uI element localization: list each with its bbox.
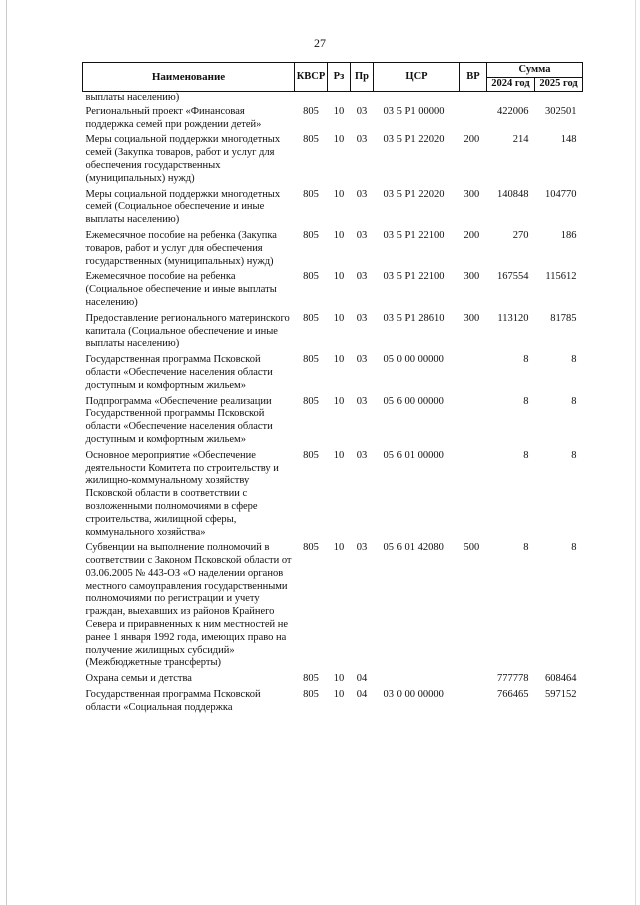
table-row — [83, 92, 583, 106]
row-pr-cell: 04 — [356, 689, 368, 701]
row-2024-cell: 777778 — [497, 673, 529, 685]
header-kvsr: КВСР — [295, 63, 328, 92]
row-kvsr-cell: 805 — [303, 542, 319, 554]
row-2025-cell: 81785 — [550, 312, 577, 324]
row-vr-cell: 200 — [463, 134, 480, 146]
table-row — [83, 542, 583, 673]
table-row — [83, 673, 583, 689]
header-year-2024: 2024 год — [487, 78, 535, 92]
row-kvsr-cell: 805 — [303, 354, 319, 366]
row-vr-cell — [460, 689, 487, 716]
row-name-cell: Государственная программа Псковской области «Обеспечение населения области доступным и комфортным жильем» — [85, 354, 273, 391]
row-name-cell: Меры социальной поддержки многодетных семей (Закупка товаров, работ и услуг для обеспечения государственных (муниципальных) нужд) — [85, 134, 281, 184]
row-vr-cell: 300 — [463, 312, 480, 324]
row-2025-cell: 104770 — [545, 188, 577, 200]
table-row — [83, 689, 583, 716]
row-pr-cell: 03 — [356, 354, 368, 366]
header-csr: ЦСР — [374, 63, 460, 92]
row-name-cell: Подпрограмма «Обеспечение реализации Государственной программы Псковской области «Обеспечение населения области доступным и комфортным жильем» — [85, 395, 273, 445]
row-2025-cell: 302501 — [545, 105, 577, 117]
header-year-2025: 2025 год — [535, 78, 583, 92]
row-kvsr-cell: 805 — [303, 105, 319, 117]
row-rz-cell: 10 — [333, 188, 345, 200]
row-2024-cell: 167554 — [497, 271, 529, 283]
row-vr-cell — [460, 354, 487, 395]
row-pr-cell: 03 — [356, 449, 368, 461]
row-2024-cell — [487, 92, 535, 106]
table-row — [83, 396, 583, 450]
row-kvsr-cell: 805 — [303, 229, 319, 241]
table-row — [83, 230, 583, 271]
row-name-cell: Основное мероприятие «Обеспечение деятельности Комитета по строительству и жилищно-коммунальному хозяйству Псковской области в соответствии с возложенными полномочиями в сфере строительства, жилищной сферы, коммунального хозяйства» — [85, 449, 279, 538]
row-2025-cell — [535, 92, 583, 106]
row-2025-cell: 597152 — [545, 689, 577, 701]
row-2024-cell: 8 — [523, 395, 529, 407]
row-2024-cell: 140848 — [497, 188, 529, 200]
row-pr-cell: 03 — [356, 395, 368, 407]
scan-edge-right — [635, 0, 636, 905]
row-pr-cell: 03 — [356, 542, 368, 554]
row-csr-cell: 03 5 Р1 28610 — [383, 312, 445, 324]
row-pr-cell: 03 — [356, 105, 368, 117]
row-name-cell: Меры социальной поддержки многодетных семей (Социальное обеспечение и иные выплаты населению) — [85, 188, 281, 226]
row-pr-cell: 03 — [356, 134, 368, 146]
row-name-cell: Ежемесячное пособие на ребенка (Социальное обеспечение и иные выплаты населению) — [85, 271, 277, 308]
row-2024-cell: 766465 — [497, 689, 529, 701]
row-csr-cell: 05 6 01 00000 — [383, 449, 444, 461]
row-kvsr-cell: 805 — [303, 312, 319, 324]
row-vr-cell: 500 — [463, 542, 480, 554]
row-rz-cell: 10 — [333, 542, 345, 554]
row-pr-cell: 04 — [356, 673, 368, 685]
row-2024-cell: 214 — [512, 134, 529, 146]
row-name-cell: Субвенции на выполнение полномочий в соответствии с Законом Псковской области от 03.06.2005 № 443-ОЗ «О наделении органов местного самоуправления государственными полномочиями по регистрации и учету граждан, выехавших из районов Крайнего Севера и приравненных к ним местностей не ранее 1 января 1992 года, имеющих право на получение жилищных субсидий» (Межбюджетные трансферты) — [85, 542, 292, 669]
row-rz-cell: 10 — [333, 673, 345, 685]
row-csr-cell — [374, 673, 460, 689]
row-name-cell: Региональный проект «Финансовая поддержка семей при рождении детей» — [85, 105, 262, 130]
row-2025-cell: 115612 — [545, 271, 577, 283]
row-vr-cell — [460, 106, 487, 135]
row-rz-cell: 10 — [333, 449, 345, 461]
row-csr-cell: 03 0 00 00000 — [383, 689, 444, 701]
row-kvsr-cell: 805 — [303, 271, 319, 283]
row-rz-cell — [328, 92, 351, 106]
table-row — [83, 313, 583, 354]
row-2025-cell: 608464 — [545, 673, 577, 685]
row-2025-cell: 148 — [560, 134, 577, 146]
row-2025-cell: 186 — [560, 229, 577, 241]
row-vr-cell — [460, 673, 487, 689]
row-pr-cell — [351, 92, 374, 106]
row-name-cell: Охрана семьи и детства — [85, 673, 192, 685]
row-vr-cell — [460, 92, 487, 106]
page-number: 27 — [314, 36, 326, 50]
row-csr-cell: 03 5 Р1 22100 — [383, 271, 445, 283]
row-2024-cell: 113120 — [497, 312, 529, 324]
row-name-cell: выплаты населению) — [85, 92, 180, 103]
row-kvsr-cell: 805 — [303, 188, 319, 200]
table-row — [83, 106, 583, 135]
row-csr-cell: 05 0 00 00000 — [383, 354, 444, 366]
row-rz-cell: 10 — [333, 689, 345, 701]
row-csr-cell: 03 5 Р1 22020 — [383, 188, 445, 200]
row-csr-cell: 03 5 Р1 00000 — [383, 105, 445, 117]
row-kvsr-cell: 805 — [303, 395, 319, 407]
row-2024-cell: 422006 — [497, 105, 529, 117]
row-kvsr-cell: 805 — [303, 449, 319, 461]
table-row — [83, 354, 583, 395]
row-pr-cell: 03 — [356, 229, 368, 241]
row-pr-cell: 03 — [356, 188, 368, 200]
row-vr-cell: 300 — [463, 188, 480, 200]
table-row — [83, 450, 583, 543]
header-vr: ВР — [460, 63, 487, 92]
row-csr-cell: 03 5 Р1 22020 — [383, 134, 445, 146]
row-rz-cell: 10 — [333, 229, 345, 241]
header-rz: Рз — [328, 63, 351, 92]
row-rz-cell: 10 — [333, 105, 345, 117]
row-rz-cell: 10 — [333, 354, 345, 366]
table-row — [83, 134, 583, 188]
header-name: Наименование — [83, 63, 295, 92]
row-kvsr-cell: 805 — [303, 134, 319, 146]
row-rz-cell: 10 — [333, 271, 345, 283]
row-name-cell: Государственная программа Псковской области «Социальная поддержка — [85, 689, 261, 713]
row-csr-cell: 05 6 01 42080 — [383, 542, 444, 554]
row-pr-cell: 03 — [356, 271, 368, 283]
row-pr-cell: 03 — [356, 312, 368, 324]
row-2024-cell: 8 — [523, 542, 529, 554]
row-2024-cell: 270 — [512, 229, 529, 241]
table-row — [83, 271, 583, 312]
row-vr-cell: 300 — [463, 271, 480, 283]
row-name-cell: Ежемесячное пособие на ребенка (Закупка товаров, работ и услуг для обеспечения государственных (муниципальных) нужд) — [85, 229, 277, 267]
table-header — [83, 63, 583, 92]
row-2025-cell: 8 — [571, 354, 577, 366]
table-row — [83, 189, 583, 230]
row-name-cell: Предоставление регионального материнского капитала (Социальное обеспечение и иные выплаты населению) — [85, 312, 290, 350]
row-vr-cell: 200 — [463, 229, 480, 241]
row-2024-cell: 8 — [523, 449, 529, 461]
row-vr-cell — [460, 396, 487, 450]
row-vr-cell — [460, 450, 487, 543]
row-2025-cell: 8 — [571, 395, 577, 407]
row-csr-cell: 03 5 Р1 22100 — [383, 229, 445, 241]
row-kvsr-cell: 805 — [303, 673, 319, 685]
row-rz-cell: 10 — [333, 134, 345, 146]
row-csr-cell — [374, 92, 460, 106]
row-kvsr-cell — [295, 92, 328, 106]
row-2025-cell: 8 — [571, 542, 577, 554]
table-body — [83, 92, 583, 716]
row-rz-cell: 10 — [333, 312, 345, 324]
budget-table — [82, 62, 583, 716]
row-kvsr-cell: 805 — [303, 689, 319, 701]
row-2024-cell: 8 — [523, 354, 529, 366]
scan-edge-left — [6, 0, 7, 905]
row-rz-cell: 10 — [333, 395, 345, 407]
header-sum: Сумма — [487, 63, 583, 78]
row-csr-cell: 05 6 00 00000 — [383, 395, 444, 407]
header-pr: Пр — [351, 63, 374, 92]
row-2025-cell: 8 — [571, 449, 577, 461]
